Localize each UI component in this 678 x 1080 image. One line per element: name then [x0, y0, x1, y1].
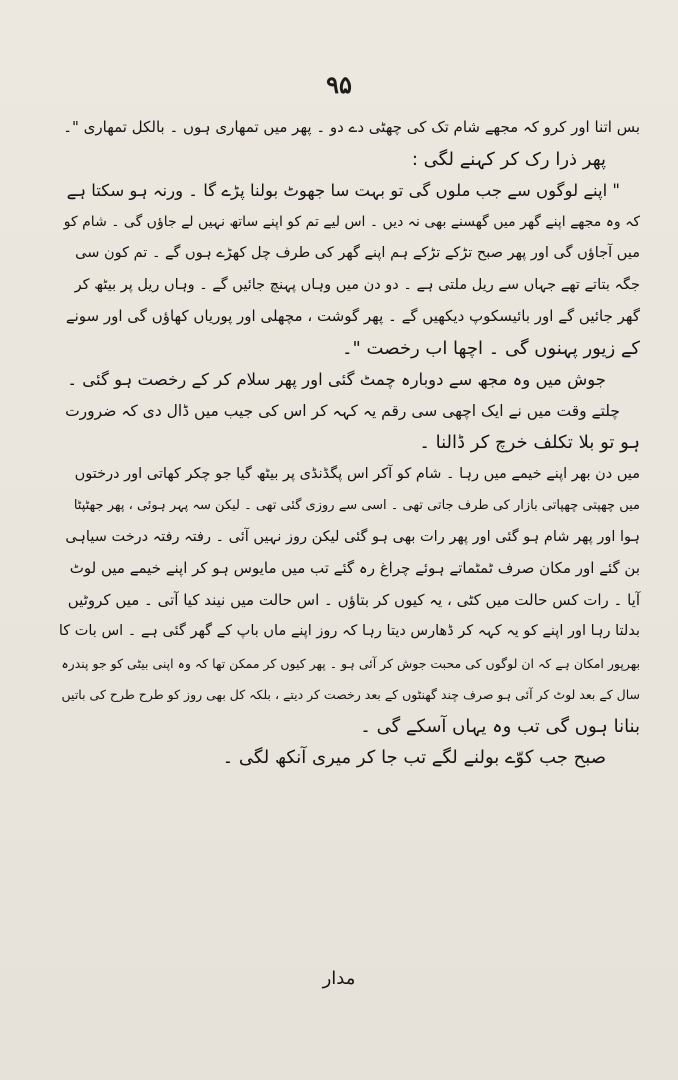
- text-line: جوش میں وہ مجھ سے دوبارہ چمٹ گئی اور پھر سلام کر کے رخصت ہو گئی ۔: [67, 370, 606, 389]
- text-line: کے زیور پہنوں گی ۔ اچھا اب رخصت "۔: [342, 337, 640, 359]
- text-line: بن گئے اور مکان صرف ٹمٹماتے ہوئے چراغ رہ گئے تب میں مایوس ہو کر اپنے خیمے میں لوٹ: [69, 559, 640, 577]
- text-line: میں دن بھر اپنے خیمے میں رہا ۔ شام کو آکر اس پگڈنڈی پر بیٹھ گیا جو چکر کھاتی اور درختوں: [74, 465, 640, 482]
- text-line: " اپنے لوگوں سے جب ملوں گی تو بہت سا جھوٹ بولنا پڑے گا ۔ ورنہ ہو سکتا ہے: [66, 181, 620, 200]
- text-line: چلتے وقت میں نے ایک اچھی سی رقم یہ کہہ کر اس کی جیب میں ڈال دی کہ ضرورت: [65, 401, 620, 420]
- text-line: گھر جائیں گے اور بائیسکوپ دیکھیں گے ۔ پھر گوشت ، مچھلی اور پوریاں کھاؤں گی اور سونے: [65, 307, 640, 325]
- text-line: جگہ بتاتے تھے جہاں سے ریل ملتی ہے ۔ دو دن میں وہاں پہنچ جائیں گے ۔ وہاں ریل پر بیٹھ کر: [74, 276, 640, 293]
- text-line: صبح جب کوّے بولنے لگے تب جا کر میری آنکھ لگی ۔: [222, 747, 606, 768]
- page-number: ۹۵: [326, 70, 352, 99]
- body-text: [58, 112, 640, 774]
- text-line: کہ وہ مجھے اپنے گھر میں گھسنے بھی نہ دیں ۔ اس لیے تم کو اپنے ساتھ نہیں لے جاؤں گی ۔ شام کو: [63, 213, 640, 230]
- text-line: پھر ذرا رک کر کہنے لگی :: [411, 148, 606, 170]
- text-line: ہوا اور پھر شام ہو گئی اور پھر رات بھی ہو گئی لیکن روز نہیں آئی ۔ رفتہ رفتہ درخت سیاہی: [65, 528, 640, 545]
- text-line: میں آجاؤں گی اور پھر صبح تڑکے تڑکے ہم اپنے گھر کی طرف چل کھڑے ہوں گے ۔ تم کون سی: [75, 245, 640, 261]
- text-line: بس اتنا اور کرو کہ مجھے شام تک کی چھٹی دے دو ۔ پھر میں تمھاری ہوں ۔ بالکل تمھاری "۔: [63, 118, 640, 136]
- text-line: میں چھپتی چھپاتی بازار کی طرف جاتی تھی ۔ اسی سے روزی گئی تھی ۔ لیکن سہ پہر ہوئی ، پھر جھٹپٹا: [73, 498, 640, 513]
- text-line: ہو تو بلا تکلف خرچ کر ڈالنا ۔: [419, 432, 640, 453]
- text-line: آیا ۔ رات کس حالت میں کٹی ، یہ کیوں کر بتاؤں ۔ اس حالت میں نیند کیا آتی ۔ میں کروٹیں: [67, 590, 640, 609]
- text-line: بنانا ہوں گی تب وہ یہاں آسکے گی ۔: [360, 715, 640, 737]
- text-line: بھرپور امکان ہے کہ ان لوگوں کی محبت جوش کر آئی ہو ۔ پھر کیوں کر ممکن تھا کہ وہ اپنی بیٹی کو جو پندرہ: [61, 655, 640, 671]
- signoff: مدار: [322, 968, 356, 989]
- text-line: سال کے بعد لوٹ کر آئی ہو صرف چند گھنٹوں کے بعد رخصت کر دیتے ، بلکہ کل بھی روز کو طرح طرح کی باتیں: [61, 687, 640, 702]
- text-line: بدلتا رہا اور اپنے کو یہ کہہ کر ڈھارس دیتا رہا کہ روز اپنے ماں باپ کے گھر گئی ہے ۔ اس بات کا: [58, 623, 640, 639]
